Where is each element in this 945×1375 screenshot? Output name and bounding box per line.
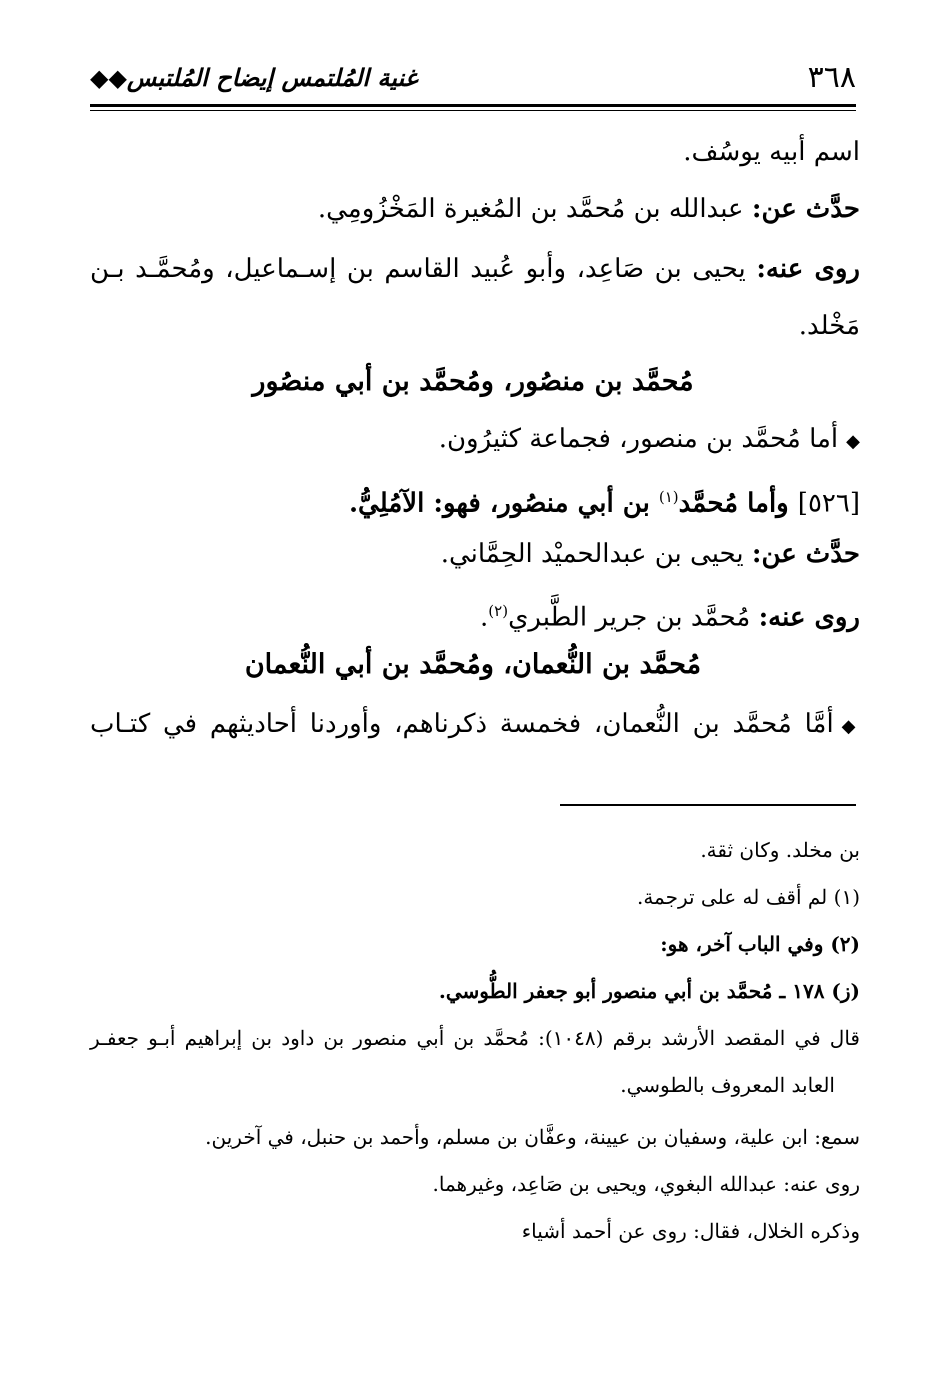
section-heading-2: مُحمَّد بن النُّعمان، ومُحمَّد بن أبي النُّعمان [244, 649, 702, 680]
footnote-continuation: بن مخلد. وكان ثقة. [700, 838, 860, 862]
text: اسم أبيه يوسُف. [683, 137, 860, 167]
footnote-separator [560, 804, 856, 806]
period: . [480, 602, 489, 633]
footnote-line-7: روى عنه: عبدالله البغوي، ويحيى بن صَاعِد، وغيرهما. [432, 1172, 860, 1196]
section-heading-1: مُحمَّد بن منصُور، ومُحمَّد بن أبي منصُور [252, 366, 694, 397]
footnote-1: (١) لم أقف له على ترجمة. [636, 885, 860, 909]
text: عبدالله بن مُحمَّد بن المُغيرة المَخْزُومِي. [317, 194, 752, 224]
body-line-8 [90, 592, 860, 637]
body-line-1 [90, 133, 860, 171]
body-line-9 [90, 705, 860, 746]
bullet-diamond-icon: ◆ [841, 716, 861, 737]
text: مَخْلد. [798, 311, 860, 341]
text: مُحمَّد بن جرير الطَّبري [508, 602, 759, 633]
footnote-line-5: العابد المعروف بالطوسي. [620, 1073, 835, 1097]
entry-line-526 [90, 478, 860, 523]
footnote-line-4: قال في المقصد الأرشد برقم (١٠٤٨): مُحمَّد بن أبي منصور بن داود بن إبراهيم أبـو جعفـر [90, 1026, 860, 1050]
body-line-5 [90, 420, 860, 461]
text: أما مُحمَّد بن منصور، فجماعة كثيرُون. [438, 424, 839, 454]
body-line-3 [90, 250, 860, 288]
label-haddatha-an: حدَّث عن: [751, 539, 860, 569]
text: يحيى بن صَاعِد، وأبو عُبيد القاسم بن إسـماعيل، ومُحمَّـد بـن [90, 254, 757, 284]
page-number: ٣٦٨ [807, 59, 856, 95]
entry-name-part2: بن أبي منصُور، فهو: الآمُلِيُّ. [349, 488, 659, 519]
label-rawa-anhu: روى عنه: [758, 602, 860, 633]
footnote-line-8: وذكره الخلال، فقال: روى عن أحمد أشياء [521, 1219, 860, 1243]
footnote-2: (٢) وفي الباب آخر، هو: [660, 932, 860, 956]
footnote-line-6: سمع: ابن علية، وسفيان بن عيينة، وعفَّان بن مسلم، وأحمد بن حنبل، في آخرين. [205, 1125, 860, 1149]
page-header [90, 56, 856, 98]
body-line-4 [90, 307, 860, 345]
body-line-7 [90, 535, 860, 573]
entry-number: [٥٢٦] [797, 488, 860, 519]
running-title: غنية المُلتمس إيضاح المُلتبس◆◆ [90, 62, 418, 92]
footnote-ref-1: (١) [658, 488, 679, 506]
label-rawa-anhu: روى عنه: [756, 254, 860, 284]
label-haddatha-an: حدَّث عن: [751, 194, 860, 224]
entry-name-part1: وأما مُحمَّد [678, 488, 798, 519]
footnote-entry-178: (ز) ١٧٨ ـ مُحمَّد بن أبي منصور أبو جعفر الطُّوسي. [438, 979, 860, 1003]
header-rule-thick [90, 104, 856, 107]
body-line-2 [90, 190, 860, 228]
text: أمَّا مُحمَّد بن النُّعمان، فخمسة ذكرناهم، وأوردنا أحاديثهم في كتـاب [90, 709, 834, 739]
text: يحيى بن عبدالحميْد الحِمَّاني. [440, 539, 752, 569]
bullet-diamond-icon: ◆ [846, 431, 860, 452]
footnote-ref-2: (٢) [488, 602, 509, 620]
header-rule-thin [90, 110, 856, 111]
